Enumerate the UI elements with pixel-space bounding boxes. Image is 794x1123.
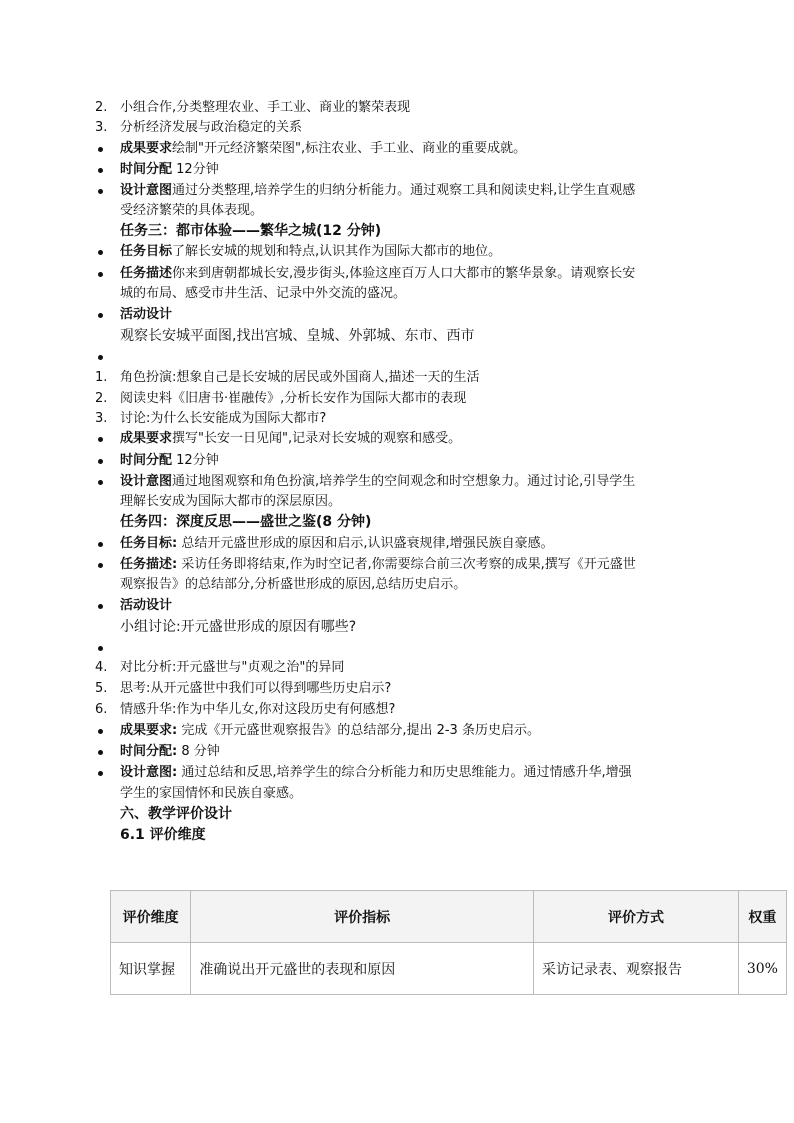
list-text: 分析经济发展与政治稳定的关系 [120,120,303,135]
table-header-row [111,891,787,943]
item-text: 采访任务即将结束,作为时空记者,你需要综合前三次考察的成果,撰写《开元盛世 [177,557,636,572]
table-cell: 知识掌握 [111,943,191,995]
table-header-cell: 评价指标 [191,891,534,943]
item-text: 总结开元盛世形成的原因和启示,认识盛衰规律,增强民族自豪感。 [177,536,554,551]
continuation-text: 城的布局、感受市井生活、记录中外交流的盛况。 [120,286,407,301]
bullet-icon [98,147,103,152]
bullet-icon [98,250,103,255]
item-text: 8 分钟 [177,744,220,759]
paragraph-text: 小组讨论:开元盛世形成的原因有哪些? [120,619,357,635]
bullet-icon [98,189,103,194]
item-text: 12分钟 [172,162,219,177]
item-label: 成果要求 [120,431,173,446]
list-number: 2. [95,100,108,115]
item-label: 时间分配 [120,453,173,468]
bullet-icon [98,563,103,568]
section-heading: 任务四：深度反思——盛世之鉴(8 分钟) [120,514,372,530]
table-cell: 30% [738,943,786,995]
continuation-text: 受经济繁荣的具体表现。 [120,203,264,218]
item-text: 了解长安城的规划和特点,认识其作为国际大都市的地位。 [172,244,502,259]
table-header-cell: 权重 [738,891,786,943]
list-number: 1. [95,370,108,385]
continuation-text: 学生的家国情怀和民族自豪感。 [120,786,303,801]
item-text: 绘制"开元经济繁荣图",标注农业、手工业、商业的重要成就。 [172,141,527,156]
item-label: 任务目标: [120,536,178,551]
list-number: 3. [95,411,108,426]
list-text: 角色扮演:想象自己是长安城的居民或外国商人,描述一天的生活 [120,370,480,385]
list-number: 4. [95,660,108,675]
section-heading: 六、教学评价设计 [120,806,232,822]
list-text: 对比分析:开元盛世与"贞观之治"的异同 [120,660,345,675]
list-text: 阅读史料《旧唐书·崔融传》,分析长安作为国际大都市的表现 [120,391,467,406]
bullet-icon [98,355,103,360]
item-label: 活动设计 [120,598,173,613]
bullet-icon [98,750,103,755]
evaluation-table [110,890,787,995]
list-text: 情感升华:作为中华儿女,你对这段历史有何感想? [120,702,396,717]
table-header-cell: 评价维度 [111,891,191,943]
bullet-icon [98,604,103,609]
item-text: 通过分类整理,培养学生的归纳分析能力。通过观察工具和阅读史料,让学生直观感 [172,183,636,198]
bullet-icon [98,646,103,651]
list-number: 2. [95,391,108,406]
list-text: 思考:从开元盛世中我们可以得到哪些历史启示? [120,681,392,696]
list-text: 讨论:为什么长安能成为国际大都市? [120,411,327,426]
item-label: 成果要求 [120,141,173,156]
item-label: 时间分配 [120,162,173,177]
item-label: 成果要求: [120,723,178,738]
subsection-heading: 6.1 评价维度 [120,827,206,843]
item-text: 你来到唐朝都城长安,漫步街头,体验这座百万人口大都市的繁华景象。请观察长安 [172,266,636,281]
item-label: 活动设计 [120,307,173,322]
bullet-icon [98,729,103,734]
bullet-icon [98,542,103,547]
paragraph-text: 观察长安城平面图,找出宫城、皇城、外郭城、东市、西市 [120,328,475,344]
item-text: 通过总结和反思,培养学生的综合分析能力和历史思维能力。通过情感升华,增强 [177,765,632,780]
bullet-icon [98,771,103,776]
list-number: 6. [95,702,108,717]
item-text: 12分钟 [172,453,219,468]
item-label: 任务描述: [120,557,178,572]
item-label: 任务目标 [120,244,173,259]
item-label: 时间分配: [120,744,178,759]
list-number: 3. [95,120,108,135]
item-label: 设计意图: [120,765,178,780]
bullet-icon [98,272,103,277]
table-header-cell: 评价方式 [534,891,739,943]
bullet-icon [98,313,103,318]
bullet-icon [98,437,103,442]
continuation-text: 理解长安成为国际大都市的深层原因。 [120,494,342,509]
item-text: 通过地图观察和角色扮演,培养学生的空间观念和时空想象力。通过讨论,引导学生 [172,474,636,489]
item-label: 设计意图 [120,474,173,489]
item-text: 撰写"长安一日见闻",记录对长安城的观察和感受。 [172,431,462,446]
bullet-icon [98,480,103,485]
table-row [111,943,787,995]
bullet-icon [98,459,103,464]
section-heading: 任务三：都市体验——繁华之城(12 分钟) [120,223,382,239]
item-label: 设计意图 [120,183,173,198]
item-text: 完成《开元盛世观察报告》的总结部分,提出 2-3 条历史启示。 [177,723,540,738]
table-cell: 采访记录表、观察报告 [534,943,739,995]
item-label: 任务描述 [120,266,173,281]
list-number: 5. [95,681,108,696]
list-text: 小组合作,分类整理农业、手工业、商业的繁荣表现 [120,100,411,115]
bullet-icon [98,168,103,173]
continuation-text: 观察报告》的总结部分,分析盛世形成的原因,总结历史启示。 [120,577,467,592]
table-cell: 准确说出开元盛世的表现和原因 [191,943,534,995]
